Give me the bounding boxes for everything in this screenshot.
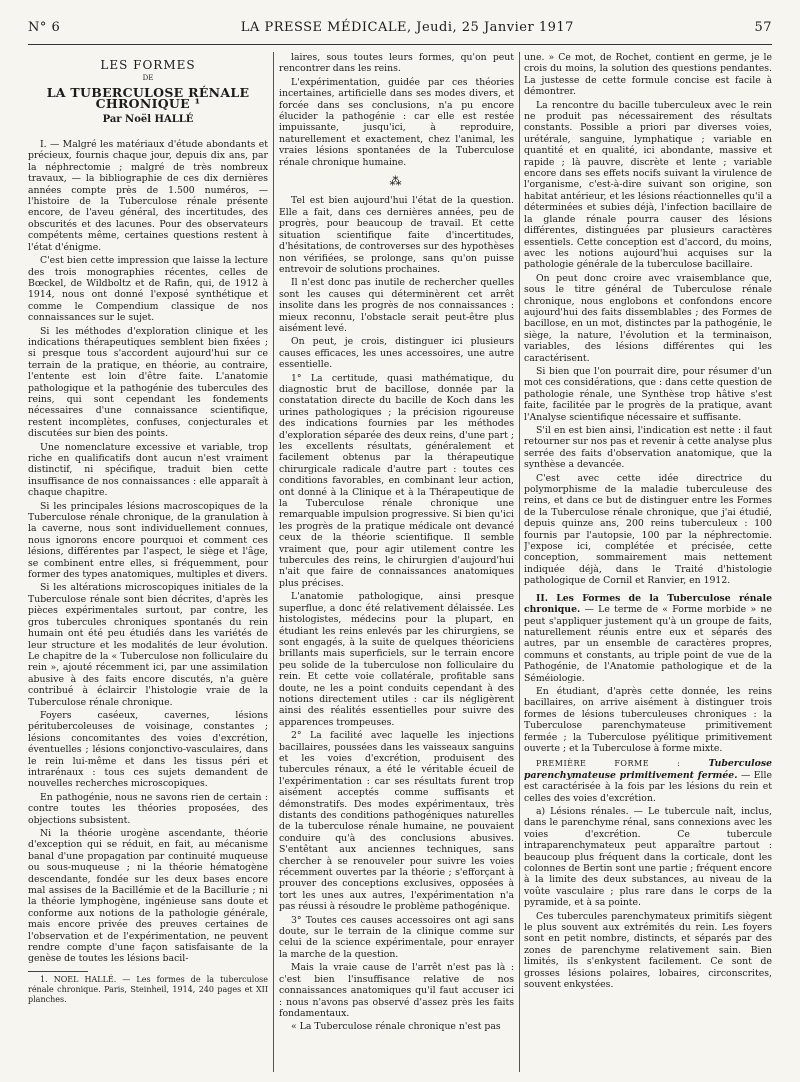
- issue-number: N° 6: [28, 20, 61, 35]
- article-title-line1: LES FORMES: [100, 58, 196, 72]
- paragraph: laires, sous toutes leurs formes, qu'on peut rencontrer dans les reins.: [279, 52, 514, 75]
- paragraph: L'expérimentation, guidée par ces théories incertaines, artificielle dans ses modes divers, et forcée dans ses conclusions, n'a pu encore élucider la pathogénie : car elle est restée impuissante, jusqu'ici, à reproduire, naturellement et exactement, chez l'animal, les vraies lésions spontanées de la Tuberculose rénale chronique humaine.: [279, 76, 514, 168]
- section-break-asterism: ⁂: [389, 174, 404, 189]
- paragraph: On peut donc croire avec vraisemblance que, sous le titre général de Tuberculose rénale chronique, nous englobons et confondons encore aujourd'hui des faits dissemblables ; des Formes de bacillose, en un mot, distinctes par la pathogénie, le siège, la nature, l'évolution et la terminaison, variables, des lésions différentes qui les caractérisent.: [524, 272, 772, 364]
- paragraph: 1° La certitude, quasi mathématique, du diagnostic brut de bacillose, donnée par la constatation directe du bacille de Koch dans les urines pathologiques ; la précision rigoureuse des indications fournies par les méthodes d'exploration séparée des deux reins, d'une part ; les excellents résultats, généralement et facilement obtenus par la thérapeutique chirurgicale radicale d'autre part : toutes ces conditions favorables, en combinant leur action, ont donné à la Clinique et à la Thérapeutique de la Tuberculose rénale chronique une remarquable impulsion progressive. Si bien qu'ici les progrès de la pratique médicale ont devancé ceux de la théorie scientifique. Il semble vraiment que, pour agir utilement contre les tubercules des reins, le chirurgien d'aujourd'hui n'ait que faire de connaissances anatomiques plus précises.: [279, 372, 514, 589]
- premiere-forme-title: Tuberculose parenchymateuse primitivement fermée.: [524, 758, 772, 781]
- paragraph: 3° Toutes ces causes accessoires ont agi sans doute, sur le terrain de la clinique comme sur celui de la science expérimentale, pour enrayer la marche de la question.: [279, 914, 514, 960]
- paragraph: S'il en est bien ainsi, l'indication est nette : il faut retourner sur nos pas et revenir à cette analyse plus serrée des faits d'observation anatomique, que la synthèse a devancée.: [524, 425, 772, 471]
- article-title-line2: LA TUBERCULOSE RÉNALE CHRONIQUE ¹: [46, 84, 250, 112]
- paragraph: Si les altérations microscopiques initiales de la Tuberculose rénale sont bien décrites, d'après les pièces expérimentales surtout, par contre, les gros tubercules chroniques spontanés du rein humain ont été peu étudiés dans les variétés de leur structure et les modalités de leur évolution. Le chapitre de la « Tuberculose non folliculaire du rein », ajouté récemment ici, par une assimilation abusive à des faits encore discutés, n'a guère contribué à éclaircir l'histologie vraie de la Tuberculose rénale chronique.: [28, 582, 268, 708]
- paragraph: En pathogénie, nous ne savons rien de certain : contre toutes les théories proposées, des objections subsistent.: [28, 791, 268, 826]
- premiere-forme-paragraph: [524, 758, 772, 804]
- paragraph: Une nomenclature excessive et variable, trop riche en qualificatifs dont aucun n'est vraiment distinctif, ni spécifique, traduit bien cette insuffisance de nos connaissances : elle apparaît à chaque chapitre.: [28, 441, 268, 499]
- column-1: [28, 52, 268, 1074]
- premiere-forme-text: — Elle est caractérisée à la fois par les lésions du rein et celles des voies d'excrétion.: [524, 769, 772, 804]
- paragraph: a) Lésions rénales. — Le tubercule naît, inclus, dans le parenchyme rénal, sans connexions avec les voies d'excrétion. Ce tubercule intraparenchymateux peut apparaître partout : beaucoup plus fréquent dans la corticale, dont les colonnes de Bertin sont une partie ; fréquent encore à la limite des deux substances, au niveau de la voûte vasculaire ; plus rare dans le corps de la pyramide, et à sa pointe.: [524, 806, 772, 909]
- paragraph: Si bien que l'on pourrait dire, pour résumer d'un mot ces considérations, que : dans cette question de pathologie rénale, une Synthèse trop hâtive s'est faite, facilitée par le progrès de la pratique, avant l'Analyse scientifique nécessaire et suffisante.: [524, 365, 772, 423]
- column-divider: [273, 52, 274, 1072]
- section-2-heading: II. Les Formes de la Tuberculose rénale chronique.: [524, 592, 772, 616]
- footnote-rule: [28, 971, 88, 972]
- article-title-de: DE: [142, 74, 154, 83]
- paragraph: Ces tubercules parenchymateux primitifs siègent le plus souvent aux extrémités du rein. Les foyers sont en petit nombre, distincts, et séparés par des zones de parenchyme relativement sain. Bien limités, ils s'enkystent facilement. Ce sont de grosses lésions polaires, lobaires, circonscrites, souvent enkystées.: [524, 910, 772, 991]
- paragraph: Si les principales lésions macroscopiques de la Tuberculose rénale chronique, de la granulation à la caverne, nous sont individuellement connues, nous ignorons encore pourquoi et comment ces lésions, différentes par l'aspect, le siège et l'âge, se combinent entre elles, si fréquemment, pour former des types anatomiques, multiples et divers.: [28, 500, 268, 581]
- section-2-paragraph: [524, 593, 772, 684]
- paragraph: Foyers caséeux, cavernes, lésions péritubercoleuses de voisinage, constantes ; lésions concomitantes des voies d'excrétion, éventuelles ; lésions conjonctivo-vasculaires, dans le rein lui-même et dans les tissus péri et intrarénaux : tous ces sujets demandent de nouvelles recherches microscopiques.: [28, 709, 268, 790]
- column-3: [524, 52, 772, 1074]
- header-rule: [28, 44, 772, 45]
- paragraph: L'anatomie pathologique, ainsi presque superflue, a donc été relativement délaissée. Les histologistes, médecins pour la plupart, en étudiant les reins enlevés par les chirurgiens, se sont engagés, à la suite de quelques théoriciens brillants mais superficiels, sur le terrain encore peu solide de la tuberculose non folliculaire du rein. Et cette voie collatérale, profitable sans doute, ne les a point conduits cependant à des notions directement utiles : car ils négligèrent ainsi des réalités essentielles pour suivre des apparences trompeuses.: [279, 591, 514, 728]
- paragraph: une. » Ce mot, de Rochet, contient en germe, je le crois du moins, la solution des questions pendantes. La justesse de cette formule concise est facile à démontrer.: [524, 52, 772, 98]
- article-title-block: [28, 60, 268, 125]
- article-author: Par Noël HALLÉ: [102, 113, 194, 125]
- paragraph: C'est bien cette impression que laisse la lecture des trois monographies récentes, celles de Bœckel, de Wildboltz et de Rafin, qui, de 1912 à 1914, nous ont donné l'exposé synthétique et comme le Compendium classique de nos connaissances sur le sujet.: [28, 255, 268, 324]
- paragraph: Tel est bien aujourd'hui l'état de la question. Elle a fait, dans ces dernières années, peu de progrès, pour beaucoup de travail. Et cette situation scientifique faite d'incertitudes, d'hésitations, de controverses sur des hypothèses non vérifiées, se prolonge, sans qu'on puisse entrevoir de solutions prochaines.: [279, 195, 514, 275]
- running-header: [28, 20, 772, 42]
- paragraph: Il n'est donc pas inutile de rechercher quelles sont les causes qui déterminèrent cet arrêt insolite dans les progrès de nos connaissances : mieux reconnu, l'obstacle serait peut-être plus aisément levé.: [279, 277, 514, 334]
- premiere-forme-label: PREMIÈRE FORME :: [536, 759, 681, 769]
- paragraph: On peut, je crois, distinguer ici plusieurs causes efficaces, les unes accessoires, une autre essentielle.: [279, 336, 514, 371]
- paragraph: C'est avec cette idée directrice du polymorphisme de la maladie tuberculeuse des reins, et dans ce but de distinguer entre les Formes de la Tuberculose rénale chronique, que j'ai étudié, depuis quinze ans, 200 reins tuberculeux : 100 fournis par l'autopsie, 100 par la néphrectomie. J'expose ici, complétée et précisée, cette conception, sommairement mais nettement indiquée déjà, dans le Traité d'histologie pathologique de Cornil et Ranvier, en 1912.: [524, 472, 772, 587]
- paragraph: « La Tuberculose rénale chronique n'est pas: [291, 1021, 501, 1033]
- paragraph: En étudiant, d'après cette donnée, les reins bacillaires, on arrive aisément à distinguer trois formes de lésions tuberculeuses chroniques : la Tuberculose parenchymateuse primitivement fermée ; la Tuberculose pyélitique primitivement ouverte ; et la Tuberculose à forme mixte.: [524, 685, 772, 754]
- paragraph: I. — Malgré les matériaux d'étude abondants et précieux, fournis chaque jour, depuis dix ans, par la néphrectomie ; malgré de très nombreux travaux, — la bibliographie de ces dix dernières années compte près de 1.500 numéros, — l'histoire de la Tuberculose rénale présente encore, de l'aveu général, des incertitudes, des obscurités et des lacunes. Pour des observateurs compétents même, certaines questions restent à l'état d'énigme.: [28, 139, 268, 253]
- footnote: 1. NOEL HALLÉ. — Les formes de la tuberculose rénale chronique. Paris, Steinheil, 1914, 240 pages et XII planches.: [28, 974, 268, 1004]
- column-2: [279, 52, 514, 1074]
- paragraph: 2° La facilité avec laquelle les injections bacillaires, poussées dans les vaisseaux sanguins et les voies d'excrétion, produisent des tubercules rénaux, a été le véritable écueil de l'expérimentation : car ses résultats furent trop aisément acceptés comme suffisants et démonstratifs. Des modes expérimentaux, très distants des conditions pathogéniques naturelles de la tuberculose rénale humaine, ne pouvaient conduire qu'à des conclusions abusives. S'entêtant aux anciennes techniques, sans chercher à se renouveler pour suivre les voies récemment ouvertes par la théorie ; s'efforçant à prouver des conceptions exclusives, opposées à tort les unes aux autres, l'expérimentation n'a pas réussi à résoudre le problème pathogénique.: [279, 730, 514, 913]
- column-divider: [519, 52, 520, 1072]
- paragraph: Mais la vraie cause de l'arrêt n'est pas là : c'est bien l'insuffisance relative de nos connaissances anatomiques qu'il faut accuser ici : nous n'avons pas observé d'assez près les faits fondamentaux.: [279, 962, 514, 1019]
- page-number: 57: [754, 20, 772, 35]
- paragraph: Ni la théorie urogène ascendante, théorie d'exception qui se réduit, en fait, au mécanisme banal d'une propagation par continuité muqueuse ou sous-muqueuse ; ni la théorie hématogène descendante, fondée sur les deux bases encore mal assises de la Bacillémie et de la Bacillurie ; ni la théorie lymphogène, ingénieuse sans doute et conforme aux notions de la pathologie générale, mais encore privée des preuves certaines de l'observation et de l'expérimentation, ne peuvent rendre compte d'une façon satisfaisante de la genèse de toutes les lésions bacil-: [28, 828, 268, 965]
- paragraph: Si les méthodes d'exploration clinique et les indications thérapeutiques semblent bien fixées ; si presque tous s'accordent aujourd'hui sur ce terrain de la pratique, en théorie, au contraire, l'entente est loin d'être faite. L'anatomie pathologique et la pathogénie des tubercules des reins, qui sont cependant les fondements nécessaires d'une connaissance scientifique, restent incomplètes, confuses, conjecturales et discutées sur bien des points.: [28, 325, 268, 440]
- journal-title: LA PRESSE MÉDICALE, Jeudi, 25 Janvier 1917: [240, 20, 574, 35]
- section-2-text: — Le terme de « Forme morbide » ne peut s'appliquer justement qu'à un groupe de faits, naturellement réunis entre eux et séparés des autres, par un ensemble de caractères propres, communs et constants, au triple point de vue de la Pathogénie, de l'Anatomie pathologique et de la Séméiologie.: [524, 604, 772, 684]
- paragraph: La rencontre du bacille tuberculeux avec le rein ne produit pas nécessairement des résultats constants. Possible a priori par diverses voies, urétérale, sanguine, lymphatique ; variable en quantité et en qualité, ici abondante, massive et rapide ; là pauvre, discrète et lente ; variable encore dans ses effets nocifs suivant la virulence de l'organisme, c'est-à-dire suivant son origine, son habitat antérieur, et les lésions réactionnelles qu'il a déterminées et subies déjà, l'infection bacillaire de la glande rénale pourra causer des lésions différentes, distinguées par plusieurs caractères essentiels. Cette conception est d'accord, du moins, avec les notions aujourd'hui acquises sur la pathologie générale de la tuberculose bacillaire.: [524, 99, 772, 271]
